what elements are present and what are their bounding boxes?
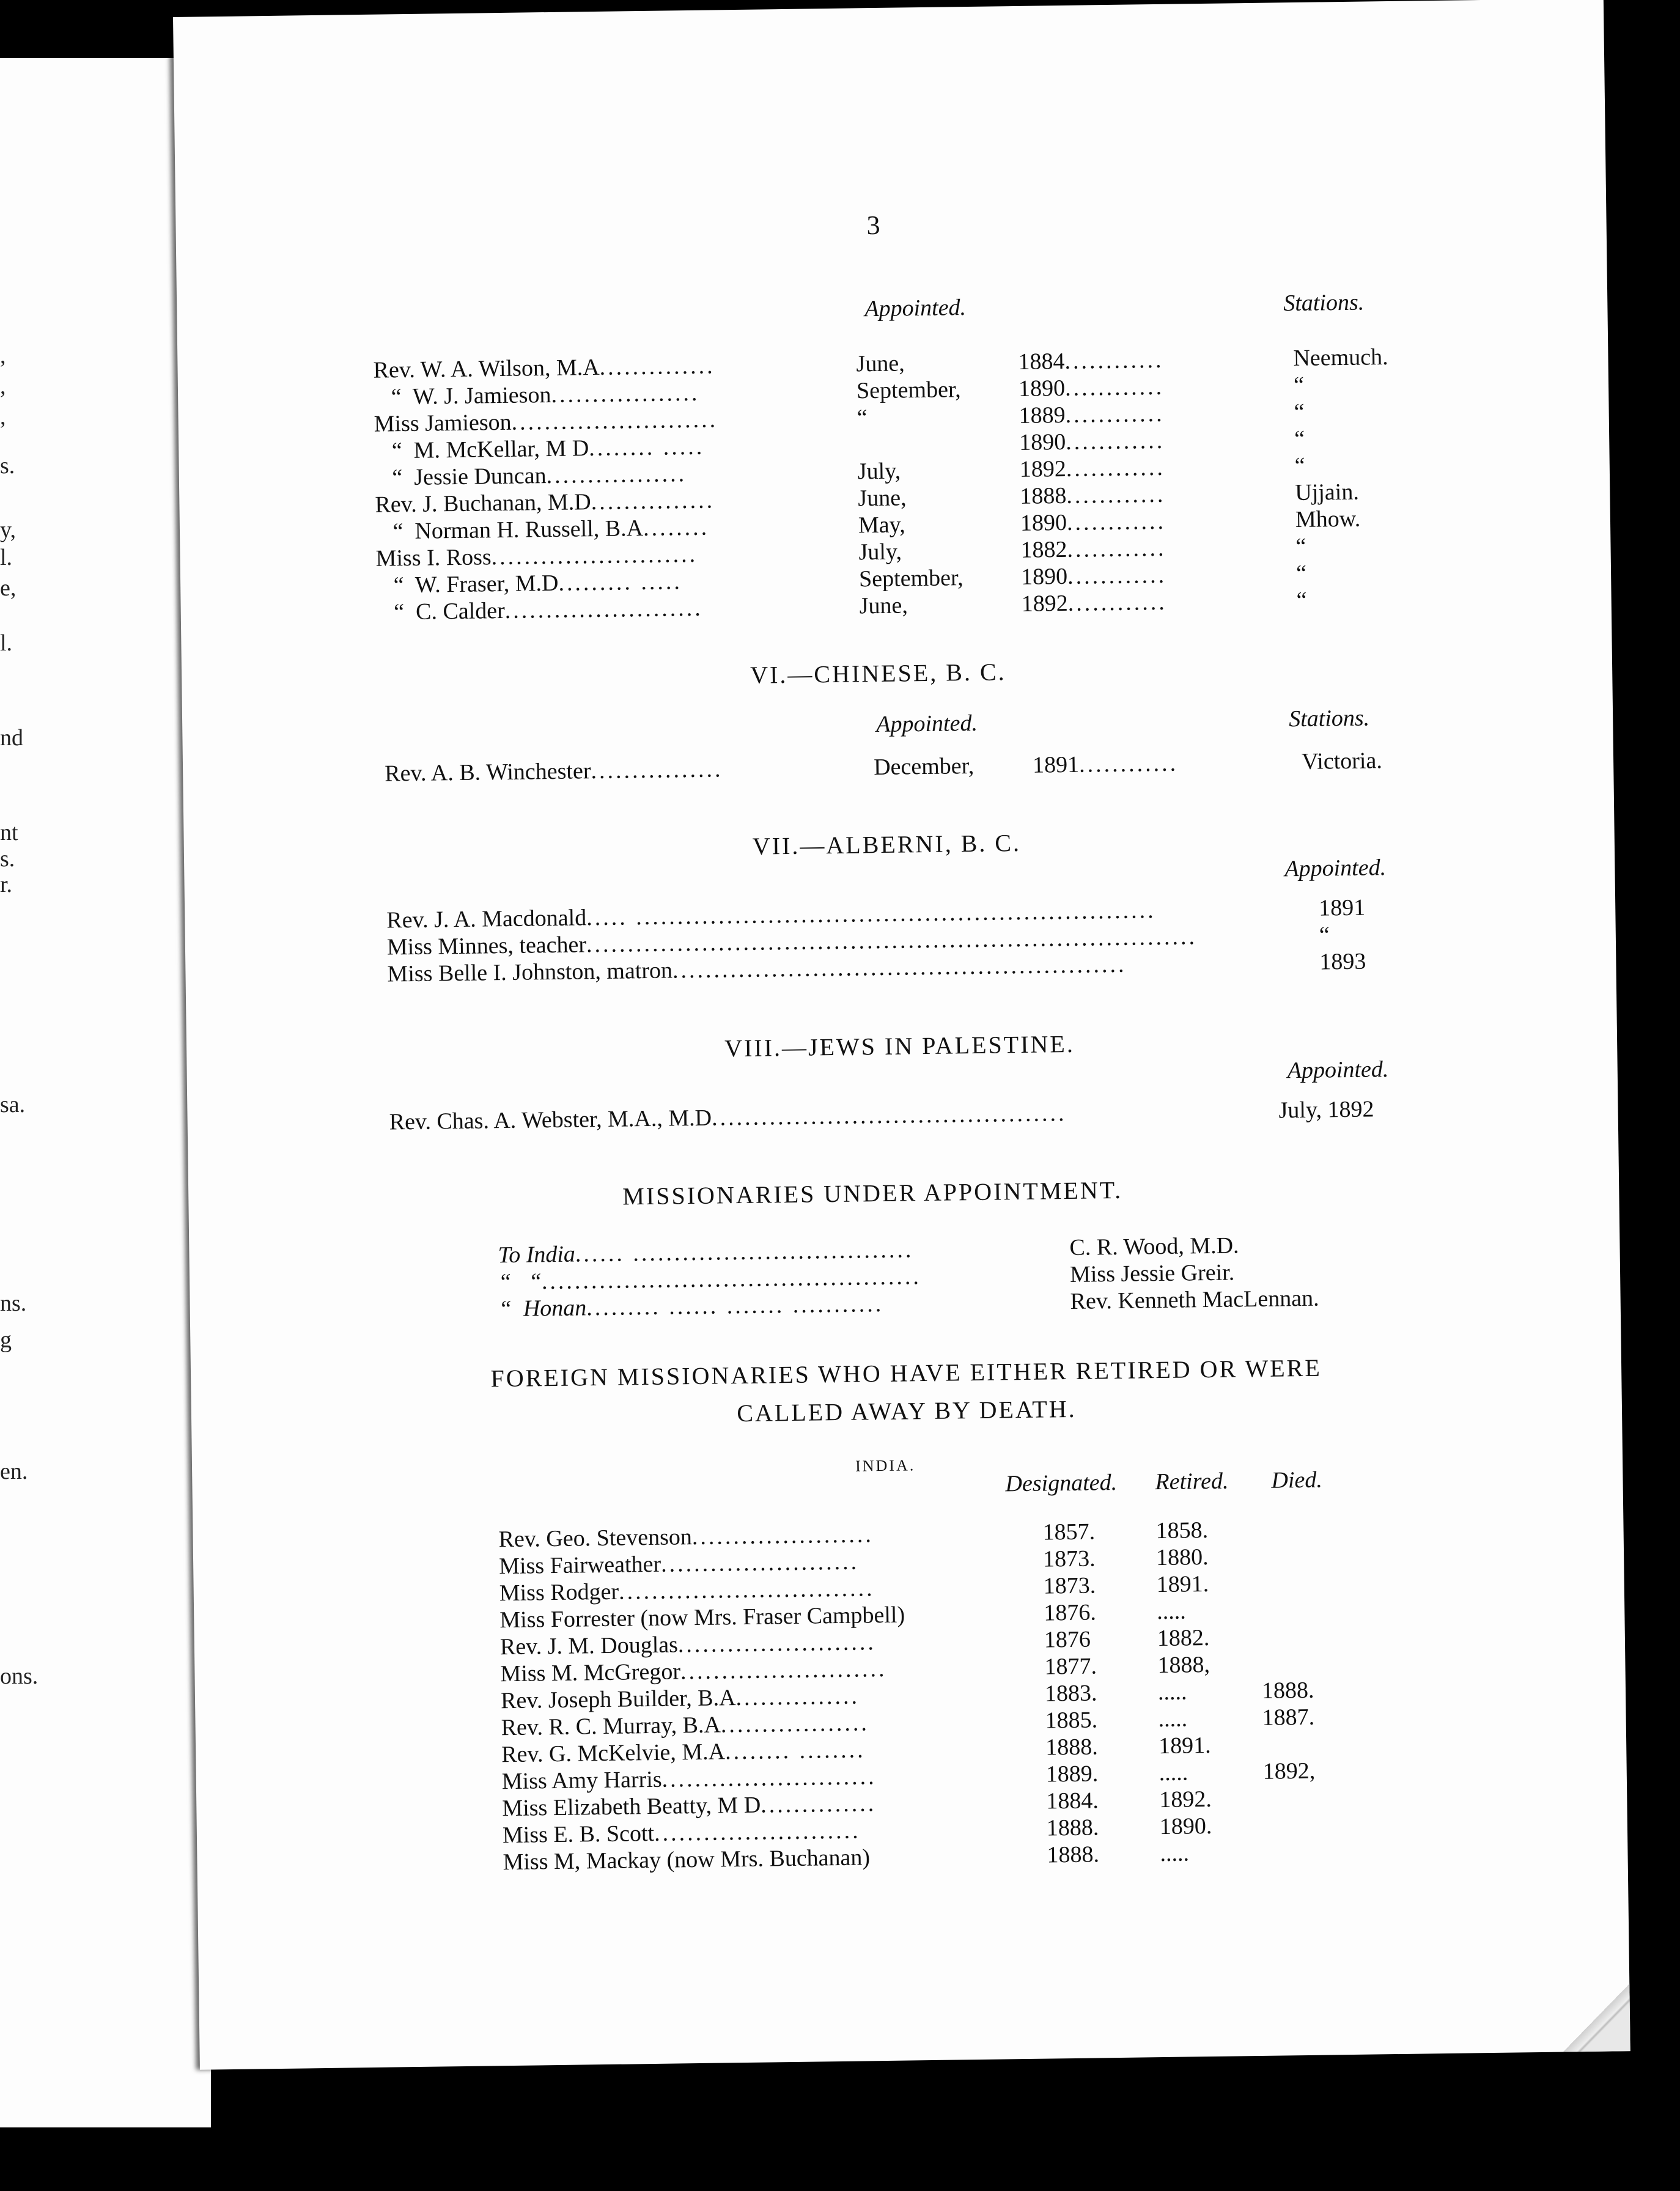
destination-text: To India (498, 1241, 576, 1269)
station-name: “ (1294, 399, 1305, 425)
name-text: Rev. A. B. Winchester (384, 758, 591, 787)
name-text: Rev. J. Buchanan, M.D (375, 489, 591, 518)
dot-leader: ......... ...... ....... ........... (586, 1291, 884, 1321)
left-page-fragment: l. (0, 545, 13, 570)
left-page-fragment: nt (0, 820, 18, 845)
appointed-year: “ (1319, 922, 1330, 948)
station-name: Victoria. (1301, 748, 1383, 775)
name-text: “ W. J. Jamieson (373, 381, 551, 410)
destination (498, 1291, 883, 1322)
appointee-name: C. R. Wood, M.D. (1069, 1232, 1239, 1261)
dot-leader: ......................... (491, 541, 698, 570)
retired-year: ..... (1157, 1679, 1187, 1706)
left-page-fragment: g (0, 1327, 12, 1353)
section-title-retired-line2: CALLED AWAY BY DEATH. (737, 1394, 1077, 1427)
left-page-fragment: nd (0, 725, 23, 751)
name-text: “ W. Fraser, M.D (375, 570, 559, 598)
dot-leader: ............ (1066, 508, 1166, 536)
appointed-year (1033, 750, 1179, 779)
dot-leader: .............. (599, 353, 715, 380)
designated-year: 1884. (1046, 1788, 1099, 1814)
dot-leader: ................. (546, 461, 687, 489)
dot-leader: ...... .................................. (575, 1237, 914, 1267)
dot-leader: ............ (1066, 481, 1166, 509)
appointed-month: May, (858, 512, 905, 539)
retired-year: 1858. (1155, 1517, 1209, 1544)
name-text: Miss M, Mackay (now Mrs. Buchanan) (503, 1844, 871, 1876)
section-title-under-appointment: MISSIONARIES UNDER APPOINTMENT. (622, 1176, 1123, 1210)
header-designated: Designated. (1005, 1469, 1118, 1497)
name-text: Miss E. B. Scott (502, 1820, 655, 1849)
dot-leader: ......... ..... (558, 569, 683, 596)
left-page-fragment: en. (0, 1459, 28, 1484)
dot-leader: ............ (1078, 750, 1179, 778)
year-text: 1892 (1021, 590, 1068, 617)
name-text: Miss I. Ross (375, 544, 492, 572)
left-page-fragment: sa. (0, 1092, 26, 1118)
left-page-fragment: ns. (0, 1291, 27, 1316)
missionary-name (501, 1709, 869, 1741)
died-year: 1887. (1262, 1704, 1315, 1731)
died-year: 1892, (1262, 1758, 1316, 1784)
missionary-name (374, 433, 704, 465)
year-text: 1889 (1019, 402, 1066, 429)
appointed-year (1019, 400, 1165, 429)
appointed-year (1021, 562, 1167, 591)
appointed-month: June, (856, 350, 905, 377)
missionary-name (385, 756, 723, 787)
year-text: 1891 (1032, 751, 1080, 778)
designated-year: 1889. (1045, 1761, 1099, 1788)
dot-leader: ........................................... (711, 1100, 1067, 1131)
header-died: Died. (1271, 1467, 1323, 1493)
name-text: Rev. Chas. A. Webster, M.A., M.D (389, 1105, 712, 1135)
left-page-fragment: s. (0, 453, 15, 479)
retired-year: 1891. (1158, 1733, 1211, 1759)
name-text: Miss Minnes, teacher (386, 932, 587, 960)
year-text: 1890 (1020, 509, 1067, 536)
chinese-header-stations: Stations. (1288, 705, 1370, 732)
designated-year: 1876. (1044, 1599, 1097, 1626)
header-appointed: Appointed. (864, 295, 967, 322)
year-text: 1892 (1019, 455, 1067, 482)
name-text: “ Jessie Duncan (374, 463, 547, 491)
left-page-fragment: , (0, 343, 6, 369)
header-retired: Retired. (1155, 1468, 1229, 1495)
dot-leader: ........ ..... (588, 433, 705, 462)
dot-leader: ........................ (677, 1629, 877, 1658)
left-page-fragment: s. (0, 846, 15, 872)
retired-year: 1880. (1155, 1544, 1209, 1571)
appointed-month: September, (856, 377, 961, 404)
year-text: 1888 (1020, 482, 1067, 509)
appointed-month: June, (859, 592, 908, 619)
appointed-year (1021, 589, 1167, 617)
dot-leader: ............ (1066, 454, 1166, 482)
appointed-year (1020, 508, 1166, 537)
appointed-year (1019, 374, 1165, 402)
name-text: Miss Jamieson (374, 409, 512, 437)
dot-leader: ............... (591, 487, 715, 515)
station-name: “ (1293, 372, 1305, 399)
dot-leader: ..... ............................................................... (586, 897, 1156, 931)
station-name: Neemuch. (1293, 344, 1388, 372)
missionary-name (374, 380, 700, 411)
dot-leader: .......................................................................... (586, 924, 1198, 958)
missionary-name (501, 1736, 866, 1768)
dot-leader: ........ ........ (724, 1737, 866, 1765)
died-year: 1888. (1261, 1677, 1314, 1704)
section-title-jews: VIII.—JEWS IN PALESTINE. (724, 1029, 1075, 1062)
name-text: Rev. J. M. Douglas (499, 1632, 679, 1660)
appointed-year (1018, 347, 1164, 375)
left-page-fragment: l. (0, 630, 13, 656)
appointed-month: “ (857, 405, 868, 431)
missionary-name (375, 514, 710, 545)
dot-leader: ............ (1067, 535, 1166, 562)
retired-year: 1890. (1159, 1813, 1212, 1840)
dot-leader: ......................... (654, 1817, 861, 1846)
appointed-year (1020, 481, 1166, 510)
appointed-month: December, (873, 753, 974, 781)
left-page-fragment: ons. (0, 1663, 39, 1689)
missionary-name (503, 1844, 870, 1876)
missionary-name (375, 487, 715, 518)
dot-leader: ................ (591, 756, 723, 784)
missionary-name (374, 406, 718, 437)
name-text: Rev. J. A. Macdonald (386, 905, 587, 933)
left-page-fragment: , (0, 374, 6, 399)
designated-year: 1888. (1047, 1841, 1100, 1868)
missionary-name (373, 352, 715, 383)
appointed-month: September, (858, 565, 963, 592)
designated-year: 1888. (1045, 1734, 1098, 1761)
station-name: “ (1294, 425, 1305, 452)
dot-leader: .................. (551, 380, 700, 408)
missionary-name (375, 460, 687, 492)
appointed-year: 1891 (1318, 894, 1366, 921)
subheading-india: INDIA. (855, 1456, 916, 1475)
year-text: 1890 (1018, 375, 1066, 402)
dot-leader: .......................... (661, 1764, 877, 1792)
station-name: Mhow. (1295, 506, 1361, 533)
retired-year: 1892. (1159, 1786, 1212, 1813)
missionary-name (389, 1100, 1066, 1135)
dot-leader: ............ (1065, 427, 1165, 455)
year-text: 1882 (1020, 536, 1067, 563)
chinese-header-appointed: Appointed. (875, 710, 978, 738)
header-stations: Stations. (1283, 289, 1365, 317)
left-page-fragment: y, (0, 517, 17, 543)
appointee-name: Rev. Kenneth MacLennan. (1070, 1285, 1319, 1314)
retired-year: ..... (1160, 1840, 1190, 1867)
dot-leader: ........................ (660, 1548, 860, 1577)
section-title-alberni: VII.—ALBERNI, B. C. (752, 828, 1022, 860)
document-page (173, 0, 1630, 2070)
year-text: 1890 (1020, 563, 1068, 590)
appointed-year (1019, 427, 1165, 456)
name-text: “ C. Calder (376, 597, 506, 625)
name-text: Miss Forrester (now Mrs. Fraser Campbell) (499, 1602, 905, 1633)
page-number: 3 (866, 210, 880, 241)
retired-year: 1891. (1156, 1571, 1209, 1598)
name-text: Rev. W. A. Wilson, M.A (373, 354, 600, 383)
dot-leader: ........................ (504, 595, 704, 624)
name-text: Rev. G. McKelvie, M.A (501, 1739, 726, 1768)
designated-year: 1873. (1042, 1545, 1096, 1572)
appointee-name: Miss Jessie Greir. (1069, 1259, 1235, 1287)
section-title-retired-line1: FOREIGN MISSIONARIES WHO HAVE EITHER RETIRED OR WERE (490, 1353, 1322, 1393)
name-text: Miss Elizabeth Beatty, M D (502, 1792, 761, 1822)
name-text: Miss Belle I. Johnston, matron (387, 957, 673, 987)
left-page-fragment: e, (0, 575, 17, 601)
year-text: 1884 (1018, 348, 1065, 375)
name-text: Rev. Geo. Stevenson (498, 1524, 693, 1553)
station-name: “ (1295, 560, 1307, 587)
missionary-name (375, 541, 698, 572)
name-text: Rev. R. C. Murray, B.A (501, 1712, 721, 1741)
appointed-year: 1893 (1319, 948, 1366, 975)
station-name: “ (1296, 587, 1307, 614)
dot-leader: ......................... (511, 407, 718, 435)
missionary-name (501, 1683, 860, 1715)
name-text: “ Norman H. Russell, B.A (375, 515, 644, 545)
designated-year: 1885. (1045, 1707, 1098, 1734)
name-text: Rev. Joseph Builder, B.A (500, 1685, 736, 1714)
missionary-row (389, 1094, 1550, 1136)
missionary-name (376, 568, 682, 599)
retired-year: ..... (1157, 1598, 1187, 1625)
dot-leader: ............ (1065, 400, 1165, 428)
designated-year: 1857. (1042, 1519, 1096, 1545)
designated-year: 1877. (1044, 1653, 1097, 1680)
dot-leader: ............ (1064, 374, 1165, 401)
page-corner-fold (1562, 1984, 1630, 2052)
appointed-month: July, (857, 458, 901, 485)
station-name: Ujjain. (1295, 479, 1360, 506)
dot-leader: .............. (760, 1791, 877, 1818)
name-text: Miss Rodger (499, 1578, 619, 1607)
designated-year: 1883. (1044, 1680, 1097, 1707)
dot-leader: ............ (1064, 347, 1164, 374)
station-name: “ (1295, 533, 1306, 560)
missionary-name (503, 1817, 861, 1849)
retired-year: 1888, (1157, 1652, 1210, 1679)
dot-leader: ............ (1067, 589, 1167, 616)
name-text: Miss Fairweather (498, 1551, 661, 1580)
year-text: 1890 (1019, 429, 1066, 455)
dot-leader: ........ (643, 514, 710, 542)
missionary-name (376, 595, 703, 626)
dot-leader: ......................... (680, 1655, 887, 1685)
destination-text: “ “ (498, 1269, 542, 1295)
appointed-year (1020, 454, 1166, 483)
name-text: Miss M. McGregor (500, 1659, 681, 1687)
left-page-fragment: , (0, 404, 6, 430)
alberni-header-appointed: Appointed. (1284, 855, 1387, 882)
left-page-fragment: r. (0, 872, 13, 897)
appointed-date: July, 1892 (1278, 1096, 1374, 1124)
section-title-chinese: VI.—CHINESE, B. C. (750, 658, 1006, 689)
dot-leader: .................. (720, 1710, 870, 1738)
dot-leader: ...................... (691, 1522, 874, 1550)
designated-year: 1876 (1044, 1626, 1091, 1653)
dot-leader: ............................... (618, 1575, 875, 1605)
appointed-month: July, (858, 539, 902, 565)
dot-leader: .............................................. (541, 1264, 922, 1295)
retired-year: ..... (1158, 1706, 1188, 1733)
dot-leader: ............... (735, 1683, 860, 1711)
station-name: “ (1294, 452, 1305, 479)
missionary-row (385, 745, 1546, 787)
dot-leader: ............ (1067, 562, 1167, 589)
jews-header-appointed: Appointed. (1287, 1056, 1389, 1084)
appointed-month: June, (858, 485, 907, 512)
name-text: “ M. McKellar, M D (374, 435, 589, 464)
dot-leader: ....................................................... (672, 951, 1127, 984)
retired-year: 1882. (1157, 1625, 1210, 1652)
designated-year: 1888. (1046, 1814, 1099, 1841)
missionary-name (499, 1548, 859, 1580)
designated-year: 1873. (1043, 1572, 1096, 1599)
destination-text: “ Honan (498, 1295, 587, 1322)
appointed-year (1020, 535, 1166, 564)
name-text: Miss Amy Harris (501, 1766, 662, 1795)
retired-year: ..... (1159, 1759, 1188, 1786)
